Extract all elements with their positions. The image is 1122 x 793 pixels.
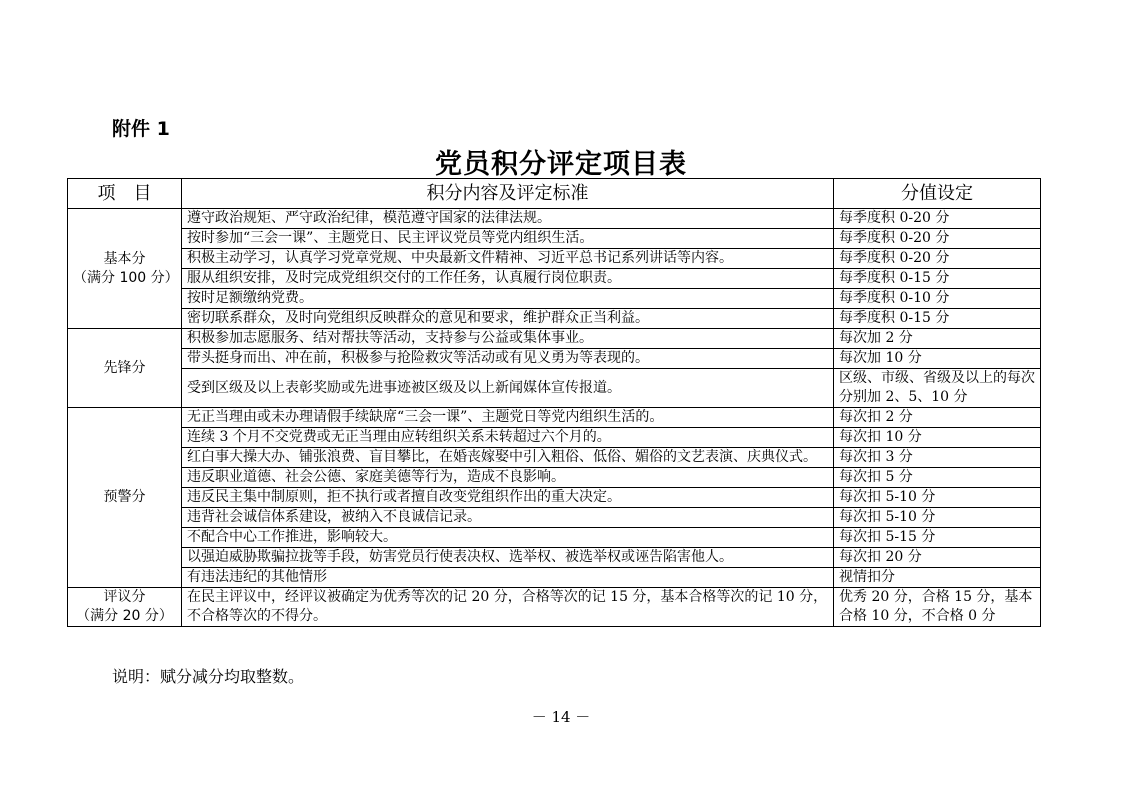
value-cell: 每次扣 2 分	[834, 408, 1041, 428]
value-cell: 优秀 20 分，合格 15 分，基本合格 10 分，不合格 0 分	[834, 588, 1041, 627]
value-cell: 每次扣 5-10 分	[834, 508, 1041, 528]
value-cell: 每次扣 3 分	[834, 448, 1041, 468]
content-cell: 违反民主集中制原则，拒不执行或者擅自改变党组织作出的重大决定。	[182, 488, 834, 508]
category-sub: （满分 20 分）	[76, 608, 173, 624]
category-name: 预警分	[103, 489, 146, 505]
content-cell: 积极主动学习，认真学习党章党规、中央最新文件精神、习近平总书记系列讲话等内容。	[182, 249, 834, 269]
content-cell: 红白事大操大办、铺张浪费、盲目攀比，在婚丧嫁娶中引入粗俗、低俗、媚俗的文艺表演、庆典仪式。	[182, 448, 834, 468]
value-cell: 每次加 2 分	[834, 329, 1041, 349]
category-cell	[68, 588, 182, 627]
table-header-row	[68, 179, 1041, 209]
category-cell	[68, 329, 182, 408]
table-row	[68, 488, 1041, 508]
header-category: 项 目	[68, 179, 182, 209]
value-cell: 每季度积 0-10 分	[834, 289, 1041, 309]
score-table	[67, 178, 1041, 627]
content-cell: 有违法违纪的其他情形	[182, 568, 834, 588]
content-cell: 带头挺身而出、冲在前，积极参与抢险救灾等活动或有见义勇为等表现的。	[182, 349, 834, 369]
category-sub: （满分 100 分）	[73, 269, 179, 286]
header-value: 分值设定	[834, 179, 1041, 209]
content-cell: 连续 3 个月不交党费或无正当理由应转组织关系未转超过六个月的。	[182, 428, 834, 448]
category-cell	[68, 408, 182, 588]
value-cell: 每次加 10 分	[834, 349, 1041, 369]
table-row	[68, 349, 1041, 369]
table-row	[68, 289, 1041, 309]
attachment-label: 附件 1	[112, 118, 170, 140]
value-cell: 每季度积 0-20 分	[834, 249, 1041, 269]
table-row	[68, 269, 1041, 289]
table-row	[68, 309, 1041, 329]
content-cell: 积极参加志愿服务、结对帮扶等活动，支持参与公益或集体事业。	[182, 329, 834, 349]
table-row	[68, 528, 1041, 548]
table-row	[68, 468, 1041, 488]
table-row	[68, 448, 1041, 468]
value-cell: 每次扣 5-15 分	[834, 528, 1041, 548]
content-cell: 违反职业道德、社会公德、家庭美德等行为，造成不良影响。	[182, 468, 834, 488]
content-cell: 违背社会诚信体系建设，被纳入不良诚信记录。	[182, 508, 834, 528]
category-name: 先锋分	[103, 359, 146, 376]
header-content: 积分内容及评定标准	[182, 179, 834, 209]
table-row	[68, 588, 1041, 627]
content-cell: 遵守政治规矩、严守政治纪律，模范遵守国家的法律法规。	[182, 209, 834, 229]
value-cell: 每次扣 5 分	[834, 468, 1041, 488]
table-row	[68, 508, 1041, 528]
content-cell: 不配合中心工作推进，影响较大。	[182, 528, 834, 548]
table-row	[68, 209, 1041, 229]
document-title: 党员积分评定项目表	[435, 149, 687, 180]
page-number: － 14 －	[531, 708, 591, 726]
content-cell: 密切联系群众，及时向党组织反映群众的意见和要求，维护群众正当利益。	[182, 309, 834, 329]
value-cell: 每季度积 0-20 分	[834, 209, 1041, 229]
table-row	[68, 249, 1041, 269]
table-row	[68, 548, 1041, 568]
value-cell: 区级、市级、省级及以上的每次分别加 2、5、10 分	[834, 369, 1041, 408]
value-cell: 每次扣 20 分	[834, 548, 1041, 568]
value-cell: 视情扣分	[834, 568, 1041, 588]
category-name: 评议分	[103, 589, 146, 605]
content-cell: 在民主评议中，经评议被确定为优秀等次的记 20 分，合格等次的记 15 分，基本合格等次的记 10 分，不合格等次的不得分。	[182, 588, 834, 627]
category-name: 基本分	[103, 250, 146, 267]
value-cell: 每次扣 10 分	[834, 428, 1041, 448]
footnote: 说明：赋分减分均取整数。	[112, 667, 305, 686]
table-row	[68, 329, 1041, 349]
value-cell: 每季度积 0-20 分	[834, 229, 1041, 249]
content-cell: 无正当理由或未办理请假手续缺席“三会一课”、主题党日等党内组织生活的。	[182, 408, 834, 428]
table-row	[68, 369, 1041, 408]
table-body	[68, 209, 1041, 627]
content-cell: 按时参加“三会一课”、主题党日、民主评议党员等党内组织生活。	[182, 229, 834, 249]
table-row	[68, 229, 1041, 249]
value-cell: 每次扣 5-10 分	[834, 488, 1041, 508]
table-row	[68, 408, 1041, 428]
value-cell: 每季度积 0-15 分	[834, 269, 1041, 289]
value-cell: 每季度积 0-15 分	[834, 309, 1041, 329]
content-cell: 受到区级及以上表彰奖励或先进事迹被区级及以上新闻媒体宣传报道。	[182, 369, 834, 408]
category-cell	[68, 209, 182, 329]
content-cell: 服从组织安排，及时完成党组织交付的工作任务，认真履行岗位职责。	[182, 269, 834, 289]
content-cell: 按时足额缴纳党费。	[182, 289, 834, 309]
content-cell: 以强迫威胁欺骗拉拢等手段，妨害党员行使表决权、选举权、被选举权或诬告陷害他人。	[182, 548, 834, 568]
table-row	[68, 428, 1041, 448]
table-row	[68, 568, 1041, 588]
